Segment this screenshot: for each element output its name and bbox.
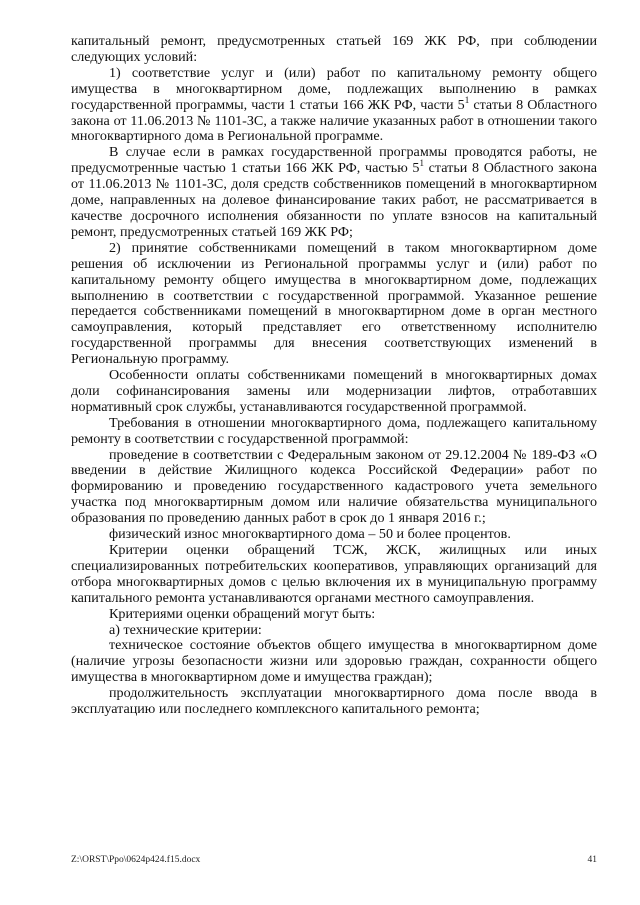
paragraph-text: 2) принятие собственниками помещений в таком многоквартирном доме решения об исключении из Региональной программы услуг и (или) работ по капитальному ремонту общего имущества в многоквартирном доме, подлежащих выполнению в соответствии с государственной программой. Указанное решение передается собственниками помещений в многоквартирном доме в орган местного самоуправления, который представляет его ответственному исполнителю государственной программы для внесения соответствующих изменений в Региональную программу. xyxy=(71,239,597,368)
paragraph-text: статьи 8 Областного закона от 11.06.2013 № 1101-ЗС, доля средств собственников помещений в многоквартирном доме, направленных на долевое финансирование таких работ, не рассматривается в качестве досрочного исполнения обязанности по уплате взносов на капитальный ремонт, предусмотренных статьей 169 ЖК РФ; xyxy=(71,160,597,240)
superscript: 1 xyxy=(419,158,424,169)
paragraph xyxy=(71,638,597,686)
paragraph xyxy=(71,607,597,623)
paragraph-text: Критериями оценки обращений могут быть: xyxy=(109,605,376,622)
paragraph xyxy=(71,416,597,448)
paragraph-text: продолжительность эксплуатации многоквартирного дома после ввода в эксплуатацию или последнего комплексного капитального ремонта; xyxy=(71,685,597,718)
paragraph-text: Требования в отношении многоквартирного дома, подлежащего капитальному ремонту в соответствии с государственной программой: xyxy=(71,414,597,447)
page-number: 41 xyxy=(587,855,597,865)
superscript: 1 xyxy=(464,94,470,105)
paragraph-text: капитальный ремонт, предусмотренных статьей 169 ЖК РФ, при соблюдении следующих условий: xyxy=(71,33,597,65)
paragraph xyxy=(71,527,597,543)
document-page xyxy=(71,34,597,718)
paragraph-text: Критерии оценки обращений ТСЖ, ЖСК, жилищных или иных специализированных потребительских кооперативов, управляющих организаций для отбора многоквартирных домов с целью включения их в муниципальную программу капитального ремонта устанавливаются органами местного самоуправления. xyxy=(71,542,597,606)
paragraph-text: Особенности оплаты собственниками помещений в многоквартирных домах доли софинансирования замены или модернизации лифтов, отработавших нормативный срок службы, устанавливаются государственной программой. xyxy=(71,367,597,415)
paragraph xyxy=(71,448,597,528)
paragraph xyxy=(71,368,597,416)
paragraph xyxy=(71,66,597,146)
paragraph-text: а) технические критерии: xyxy=(109,621,262,638)
paragraph xyxy=(71,145,597,240)
paragraph-text: проведение в соответствии с Федеральным законом от 29.12.2004 № 189-ФЗ «О введении в действие Жилищного кодекса Российской Федерации» работ по формированию и проведению государственного кадастрового учета земельного участка под многоквартирным домом или наличие обязательства муниципального образования по проведению данных работ в срок до 1 января 2016 г.; xyxy=(71,446,597,527)
paragraph-text: статьи 8 Областного закона от 11.06.2013 № 1101-ЗС, а также наличие указанных работ в отношении такого многоквартирного дома в Региональной программе. xyxy=(71,96,597,145)
paragraph-text: физический износ многоквартирного дома – 50 и более процентов. xyxy=(109,526,511,543)
paragraph xyxy=(71,543,597,607)
paragraph-text: В случае если в рамках государственной программы проводятся работы, не предусмотренные частью 1 статьи 166 ЖК РФ, частью 5 xyxy=(71,144,597,177)
paragraph xyxy=(71,686,597,718)
paragraph xyxy=(71,34,597,66)
paragraph xyxy=(71,623,597,639)
document-body xyxy=(71,34,597,718)
paragraph xyxy=(71,241,597,368)
paragraph-text: техническое состояние объектов общего имущества в многоквартирном доме (наличие угрозы безопасности жизни или здоровью граждан, сохранности общего имущества в многоквартирном доме и имущества граждан); xyxy=(71,637,597,686)
paragraph-text: 1) соответствие услуг и (или) работ по капитальному ремонту общего имущества в многоквартирном доме, подлежащих выполнению в рамках государственной программы, части 1 статьи 166 ЖК РФ, части 5 xyxy=(71,64,597,113)
file-path: Z:\ORST\Ppo\0624p424.f15.docx xyxy=(71,855,201,865)
